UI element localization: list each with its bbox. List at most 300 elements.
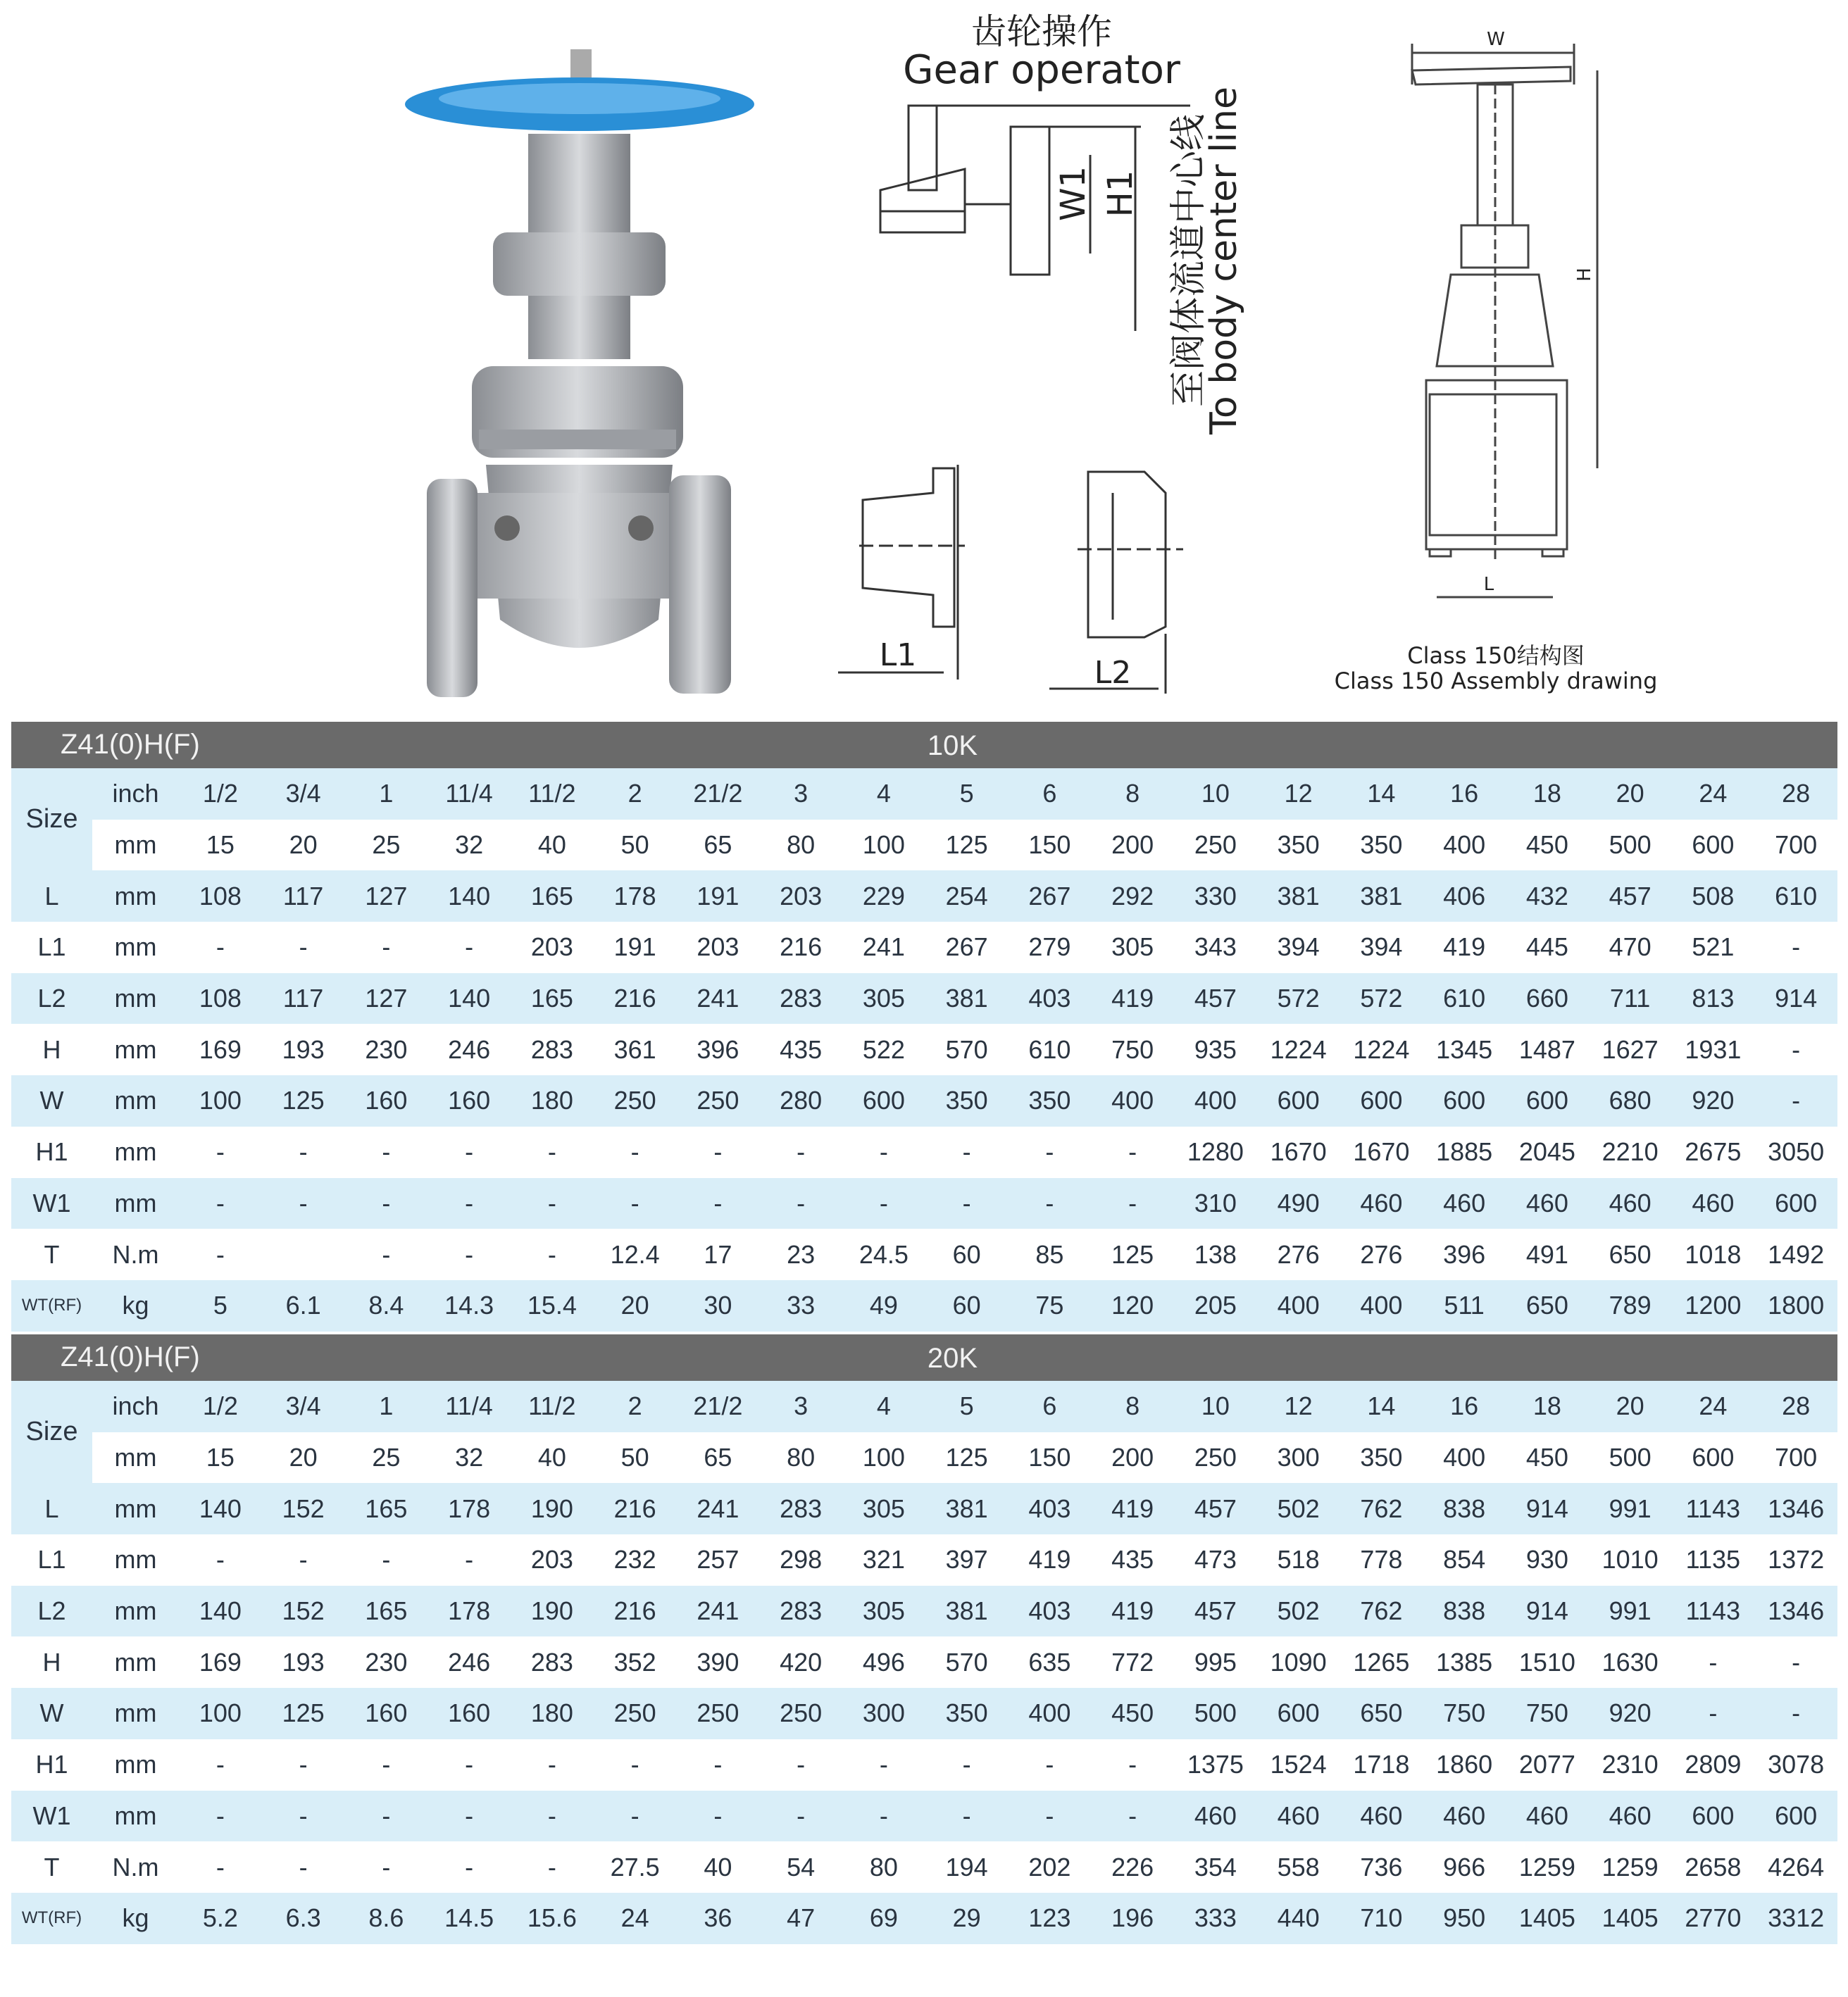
table-cell: - (299, 932, 308, 962)
row-unit: mm (114, 1188, 157, 1217)
table-cell: - (216, 1137, 225, 1167)
table-cell: 400 (1360, 1291, 1403, 1320)
table-cell: 300 (862, 1698, 905, 1728)
table-cell: 178 (448, 1494, 491, 1523)
row-unit: mm (114, 1750, 157, 1779)
table-cell: - (1045, 1801, 1054, 1830)
table-cell: 276 (1360, 1239, 1403, 1269)
table-cell: 21/2 (693, 1391, 743, 1421)
table-row (11, 1024, 1837, 1075)
table-cell: 352 (613, 1647, 656, 1677)
table-cell: 298 (780, 1545, 823, 1575)
row-unit: mm (114, 1698, 157, 1728)
table-cell: - (216, 1188, 225, 1217)
table-cell: 650 (1360, 1698, 1403, 1728)
table-row (11, 1688, 1837, 1739)
table-cell: - (547, 1750, 556, 1779)
table-cell: 14.5 (444, 1903, 494, 1933)
table-cell: 12 (1284, 779, 1313, 808)
gear-operator-diagram (880, 11, 1245, 435)
gear-operator-en: Gear operator (903, 47, 1180, 93)
table-cell: 1510 (1518, 1647, 1575, 1677)
table-cell: 460 (1692, 1188, 1735, 1217)
table-cell: - (713, 1801, 723, 1830)
table-cell: - (547, 1188, 556, 1217)
table-cell: - (299, 1137, 308, 1167)
table-cell: - (797, 1188, 806, 1217)
table-cell: 1670 (1353, 1137, 1410, 1167)
table-cell: 403 (1028, 984, 1071, 1013)
table-cell: 100 (199, 1086, 242, 1115)
table-cell: 1224 (1270, 1034, 1327, 1064)
table-cell: 508 (1692, 881, 1735, 910)
table-cell: 600 (1277, 1698, 1320, 1728)
table-cell: 28 (1782, 1391, 1811, 1421)
table-cell: 350 (1028, 1086, 1071, 1115)
table-cell: 24 (620, 1903, 649, 1933)
table-cell: 40 (537, 830, 566, 860)
table-cell: 789 (1609, 1291, 1652, 1320)
table-cell: 165 (530, 984, 573, 1013)
table-cell: 600 (1775, 1188, 1818, 1217)
table-cell: 50 (620, 830, 649, 860)
table-cell: 267 (945, 932, 988, 962)
table-cell: 216 (613, 1596, 656, 1626)
table-cell: 711 (1609, 984, 1651, 1013)
table-cell: 600 (1360, 1086, 1403, 1115)
table-cell: 203 (530, 1545, 573, 1575)
table-cell: 2 (628, 779, 642, 808)
table-cell: 1143 (1685, 1596, 1741, 1626)
table-cell: 772 (1111, 1647, 1154, 1677)
table-cell: 403 (1028, 1494, 1071, 1523)
table-cell: 600 (1443, 1086, 1486, 1115)
row-label: H (42, 1647, 61, 1677)
table-cell: 40 (704, 1852, 732, 1882)
table-cell: 305 (862, 984, 905, 1013)
table-cell: 762 (1360, 1596, 1403, 1626)
gate-valve-illustration (405, 49, 754, 697)
table-cell: 460 (1360, 1188, 1403, 1217)
table-cell: - (1045, 1750, 1054, 1779)
table-cell: 350 (945, 1698, 988, 1728)
table-row (11, 1229, 1837, 1280)
table-cell: 283 (780, 1596, 823, 1626)
table-cell: 460 (1609, 1801, 1652, 1830)
table-cell: 300 (1277, 1443, 1320, 1472)
table-cell: 12.4 (610, 1239, 660, 1269)
table-cell: 930 (1525, 1545, 1568, 1575)
table-cell: 490 (1277, 1188, 1320, 1217)
table-cell: 10 (1201, 1391, 1230, 1421)
table-cell: 200 (1111, 1443, 1154, 1472)
table-cell: 511 (1444, 1291, 1485, 1320)
table-cell: 140 (448, 881, 491, 910)
table-cell: 914 (1775, 984, 1818, 1013)
table-cell: 920 (1692, 1086, 1735, 1115)
table-cell: 241 (862, 932, 905, 962)
table-cell: 502 (1277, 1494, 1320, 1523)
table-cell: 36 (704, 1903, 732, 1933)
table-row (11, 922, 1837, 973)
table-row (11, 1432, 1837, 1484)
table-cell: 180 (530, 1698, 573, 1728)
table-cell: 60 (952, 1291, 981, 1320)
table-cell: 457 (1609, 881, 1652, 910)
table-cell: 460 (1443, 1188, 1486, 1217)
table-cell: 457 (1194, 984, 1237, 1013)
table-cell: - (547, 1137, 556, 1167)
table-cell: 419 (1111, 984, 1154, 1013)
table-cell: 18 (1532, 1391, 1561, 1421)
table-cell: 710 (1360, 1903, 1403, 1933)
table-cell: 250 (697, 1698, 739, 1728)
table-cell: 216 (613, 1494, 656, 1523)
table-row (11, 1586, 1837, 1637)
table-cell: - (630, 1750, 639, 1779)
table-cell: 152 (282, 1596, 325, 1626)
table-cell: - (465, 1188, 474, 1217)
row-label: L2 (37, 984, 66, 1013)
table-cell: 3 (794, 1391, 808, 1421)
table-cell: 914 (1525, 1596, 1568, 1626)
table-cell: 127 (365, 984, 408, 1013)
table-cell: 190 (530, 1494, 573, 1523)
table-cell: 21/2 (693, 779, 743, 808)
table-cell: 15.6 (527, 1903, 577, 1933)
table-cell: 4 (876, 779, 891, 808)
table-cell: 20 (620, 1291, 649, 1320)
table-cell: 1630 (1602, 1647, 1659, 1677)
model-label: Z41(0)H(F) (61, 1341, 200, 1372)
table-cell: 150 (1028, 1443, 1071, 1472)
table-cell: 778 (1360, 1545, 1403, 1575)
row-unit: mm (114, 1034, 157, 1064)
row-unit: mm (114, 1596, 157, 1626)
table-cell: 160 (448, 1698, 491, 1728)
table-cell: 2045 (1518, 1137, 1575, 1167)
table-cell: 2658 (1685, 1852, 1742, 1882)
table-cell: 40 (537, 1443, 566, 1472)
table-cell: 400 (1277, 1291, 1320, 1320)
table-cell: 1860 (1436, 1750, 1493, 1779)
table-cell: 1018 (1685, 1239, 1742, 1269)
row-unit: mm (114, 1137, 157, 1167)
table-cell: 1800 (1768, 1291, 1825, 1320)
table-cell: 25 (372, 830, 401, 860)
table-cell: 1385 (1436, 1647, 1493, 1677)
row-label: H1 (35, 1750, 68, 1779)
table-cell: 283 (530, 1647, 573, 1677)
row-label: L (44, 1494, 59, 1523)
table-cell: 838 (1443, 1494, 1486, 1523)
table-cell: 1259 (1518, 1852, 1575, 1882)
table-cell: 160 (448, 1086, 491, 1115)
table-cell: 3312 (1768, 1903, 1825, 1933)
table-cell: 950 (1443, 1903, 1486, 1933)
table-cell: 440 (1277, 1903, 1320, 1933)
row-unit: kg (122, 1291, 149, 1320)
table-cell: - (1709, 1698, 1718, 1728)
table-row (11, 1739, 1837, 1791)
table-cell: 193 (282, 1647, 325, 1677)
table-cell: 991 (1609, 1494, 1652, 1523)
row-unit: inch (112, 779, 159, 808)
table-cell: 2809 (1685, 1750, 1742, 1779)
table-cell: 3/4 (285, 779, 321, 808)
table-cell: 190 (530, 1596, 573, 1626)
table-cell: 321 (862, 1545, 905, 1575)
table-cell: 600 (1277, 1086, 1320, 1115)
dim-l1-label: L1 (879, 637, 917, 673)
assembly-caption-cn: Class 150结构图 (1407, 642, 1585, 669)
table-cell: - (879, 1188, 888, 1217)
table-cell: - (797, 1801, 806, 1830)
table-cell: 194 (945, 1852, 988, 1882)
table-cell: 24.5 (859, 1239, 909, 1269)
table-cell: 660 (1525, 984, 1568, 1013)
table-cell: 420 (780, 1647, 823, 1677)
table-cell: 54 (787, 1852, 816, 1882)
table-cell: - (216, 1801, 225, 1830)
table-cell: 460 (1525, 1801, 1568, 1830)
table-cell: - (299, 1188, 308, 1217)
table-cell: 2770 (1685, 1903, 1742, 1933)
table-cell: 246 (448, 1647, 491, 1677)
table-cell: 250 (613, 1698, 656, 1728)
table-cell: - (382, 1750, 391, 1779)
table-cell: - (1128, 1750, 1137, 1779)
table-cell: 6 (1042, 1391, 1057, 1421)
table-cell: 854 (1443, 1545, 1486, 1575)
table-cell: 518 (1277, 1545, 1320, 1575)
table-cell: 5 (213, 1291, 227, 1320)
table-row (11, 1381, 1837, 1432)
table-cell: 3050 (1768, 1137, 1825, 1167)
table-cell: 419 (1111, 1494, 1154, 1523)
table-row (11, 1791, 1837, 1842)
table-cell: 1346 (1768, 1494, 1825, 1523)
table-cell: 2675 (1685, 1137, 1742, 1167)
table-cell: 2077 (1518, 1750, 1575, 1779)
table-cell: 1 (379, 1391, 394, 1421)
table-cell: 65 (704, 830, 732, 860)
table-cell: 394 (1360, 932, 1403, 962)
table-cell: 100 (199, 1698, 242, 1728)
table-cell: 600 (1692, 830, 1735, 860)
table-cell: - (1128, 1137, 1137, 1167)
table-cell: 460 (1194, 1801, 1237, 1830)
table-cell: 196 (1111, 1903, 1154, 1933)
table-cell: - (216, 1852, 225, 1882)
table-cell: 4 (876, 1391, 891, 1421)
table-cell: 80 (787, 1443, 816, 1472)
table-cell: 680 (1609, 1086, 1652, 1115)
table-cell: 914 (1525, 1494, 1568, 1523)
table-cell: 254 (945, 881, 988, 910)
table-cell: - (713, 1188, 723, 1217)
table-cell: 279 (1028, 932, 1071, 962)
table-row (11, 1127, 1837, 1178)
table-cell: - (465, 1852, 474, 1882)
table-cell: 1487 (1518, 1034, 1575, 1064)
table-cell: 178 (613, 881, 656, 910)
table-cell: 6 (1042, 779, 1057, 808)
table-cell: 450 (1525, 1443, 1568, 1472)
table-cell: 460 (1443, 1801, 1486, 1830)
table-cell: 29 (952, 1903, 981, 1933)
table-cell: 610 (1775, 881, 1818, 910)
size-label: Size (11, 1381, 92, 1483)
table-cell: 8.6 (368, 1903, 404, 1933)
table-cell: 1010 (1602, 1545, 1659, 1575)
table-cell: 813 (1692, 984, 1735, 1013)
table-cell: 502 (1277, 1596, 1320, 1626)
table-cell: 226 (1111, 1852, 1154, 1882)
row-label: W1 (32, 1801, 71, 1830)
table-row (11, 820, 1837, 871)
table-cell: - (382, 1801, 391, 1830)
table-cell: 165 (530, 881, 573, 910)
table-cell: - (382, 1137, 391, 1167)
table-cell: 140 (199, 1494, 242, 1523)
table-cell: 85 (1035, 1239, 1064, 1269)
table-cell: 750 (1443, 1698, 1486, 1728)
table-cell: 11/4 (445, 779, 493, 808)
table-cell: 1718 (1353, 1750, 1410, 1779)
table-cell: 27.5 (610, 1852, 660, 1882)
spec-table-10k (11, 722, 1837, 1332)
table-cell: 2210 (1602, 1137, 1659, 1167)
assembly-drawing (1335, 29, 1658, 694)
table-cell: - (216, 1750, 225, 1779)
table-cell: 2310 (1602, 1750, 1659, 1779)
table-cell: - (465, 1137, 474, 1167)
table-cell: 1345 (1436, 1034, 1493, 1064)
table-cell: 14 (1367, 1391, 1396, 1421)
assembly-caption-en: Class 150 Assembly drawing (1334, 668, 1658, 694)
dim-h-label: H (1574, 268, 1595, 282)
table-cell: 991 (1609, 1596, 1652, 1626)
table-cell: 123 (1028, 1903, 1071, 1933)
table-cell: 60 (952, 1239, 981, 1269)
table-cell: - (962, 1137, 971, 1167)
table-cell: 305 (862, 1494, 905, 1523)
table-cell: - (713, 1137, 723, 1167)
table-cell: 838 (1443, 1596, 1486, 1626)
row-label: L2 (37, 1596, 66, 1626)
table-cell: - (962, 1750, 971, 1779)
table-cell: 403 (1028, 1596, 1071, 1626)
table-cell: - (1128, 1188, 1137, 1217)
table-cell: 400 (1111, 1086, 1154, 1115)
table-cell: 283 (780, 1494, 823, 1523)
table-cell: 381 (1360, 881, 1403, 910)
table-row (11, 1893, 1837, 1944)
table-cell: 935 (1194, 1034, 1237, 1064)
table-cell: 419 (1028, 1545, 1071, 1575)
table-cell: 419 (1443, 932, 1486, 962)
table-row (11, 768, 1837, 820)
table-cell: - (630, 1137, 639, 1167)
table-cell: 276 (1277, 1239, 1320, 1269)
table-cell: 12 (1284, 1391, 1313, 1421)
table-cell: 1135 (1685, 1545, 1741, 1575)
table-cell: 165 (365, 1494, 408, 1523)
table-cell: 1143 (1685, 1494, 1741, 1523)
table-cell: 20 (289, 1443, 318, 1472)
table-cell: 3078 (1768, 1750, 1825, 1779)
table-cell: 1200 (1685, 1291, 1742, 1320)
table-cell: 20 (1616, 779, 1644, 808)
row-label: T (44, 1239, 60, 1269)
table-cell: 125 (282, 1698, 325, 1728)
table-cell: 521 (1692, 932, 1735, 962)
table-cell: 152 (282, 1494, 325, 1523)
table-cell: 343 (1194, 932, 1237, 962)
table-cell: 305 (1111, 932, 1154, 962)
table-cell: 600 (1692, 1801, 1735, 1830)
table-cell: 69 (869, 1903, 898, 1933)
table-cell: 160 (365, 1698, 408, 1728)
table-cell: 1524 (1270, 1750, 1327, 1779)
table-cell: 397 (945, 1545, 988, 1575)
row-label: L (44, 881, 59, 910)
table-cell: - (713, 1750, 723, 1779)
table-cell: 50 (620, 1443, 649, 1472)
row-unit: mm (114, 1494, 157, 1523)
table-cell: 750 (1525, 1698, 1568, 1728)
row-label: L1 (37, 932, 66, 962)
table-cell: 500 (1609, 830, 1652, 860)
table-cell: 381 (1277, 881, 1320, 910)
table-cell: 200 (1111, 830, 1154, 860)
table-cell: - (382, 1852, 391, 1882)
table-cell: 250 (1194, 1443, 1237, 1472)
table-cell: 180 (530, 1086, 573, 1115)
table-cell: 216 (780, 932, 823, 962)
table-cell: 65 (704, 1443, 732, 1472)
table-cell: 445 (1525, 932, 1568, 962)
table-cell: 762 (1360, 1494, 1403, 1523)
table-cell: 500 (1194, 1698, 1237, 1728)
table-cell: - (299, 1852, 308, 1882)
row-label: WT(RF) (21, 1908, 82, 1928)
table-cell: 125 (945, 1443, 988, 1472)
table-cell: 15 (206, 830, 235, 860)
table-cell: 3 (794, 779, 808, 808)
table-cell: - (547, 1801, 556, 1830)
row-unit: mm (114, 932, 157, 962)
table-row (11, 1534, 1837, 1586)
table-cell: 250 (780, 1698, 823, 1728)
spec-table-20k (11, 1334, 1837, 1944)
table-cell: 108 (199, 881, 242, 910)
table-cell: 750 (1111, 1034, 1154, 1064)
table-cell: 160 (365, 1086, 408, 1115)
dim-h1-label: H1 (1101, 170, 1140, 218)
pressure-grade: 20K (927, 1343, 978, 1374)
table-cell: 610 (1443, 984, 1486, 1013)
table-cell: 125 (945, 830, 988, 860)
table-cell: - (382, 1188, 391, 1217)
table-cell: 4264 (1768, 1852, 1825, 1882)
table-cell: 24 (1699, 779, 1728, 808)
table-cell: 32 (455, 830, 484, 860)
table-cell: 381 (945, 1596, 988, 1626)
table-cell: - (216, 1545, 225, 1575)
row-unit: mm (114, 1647, 157, 1677)
